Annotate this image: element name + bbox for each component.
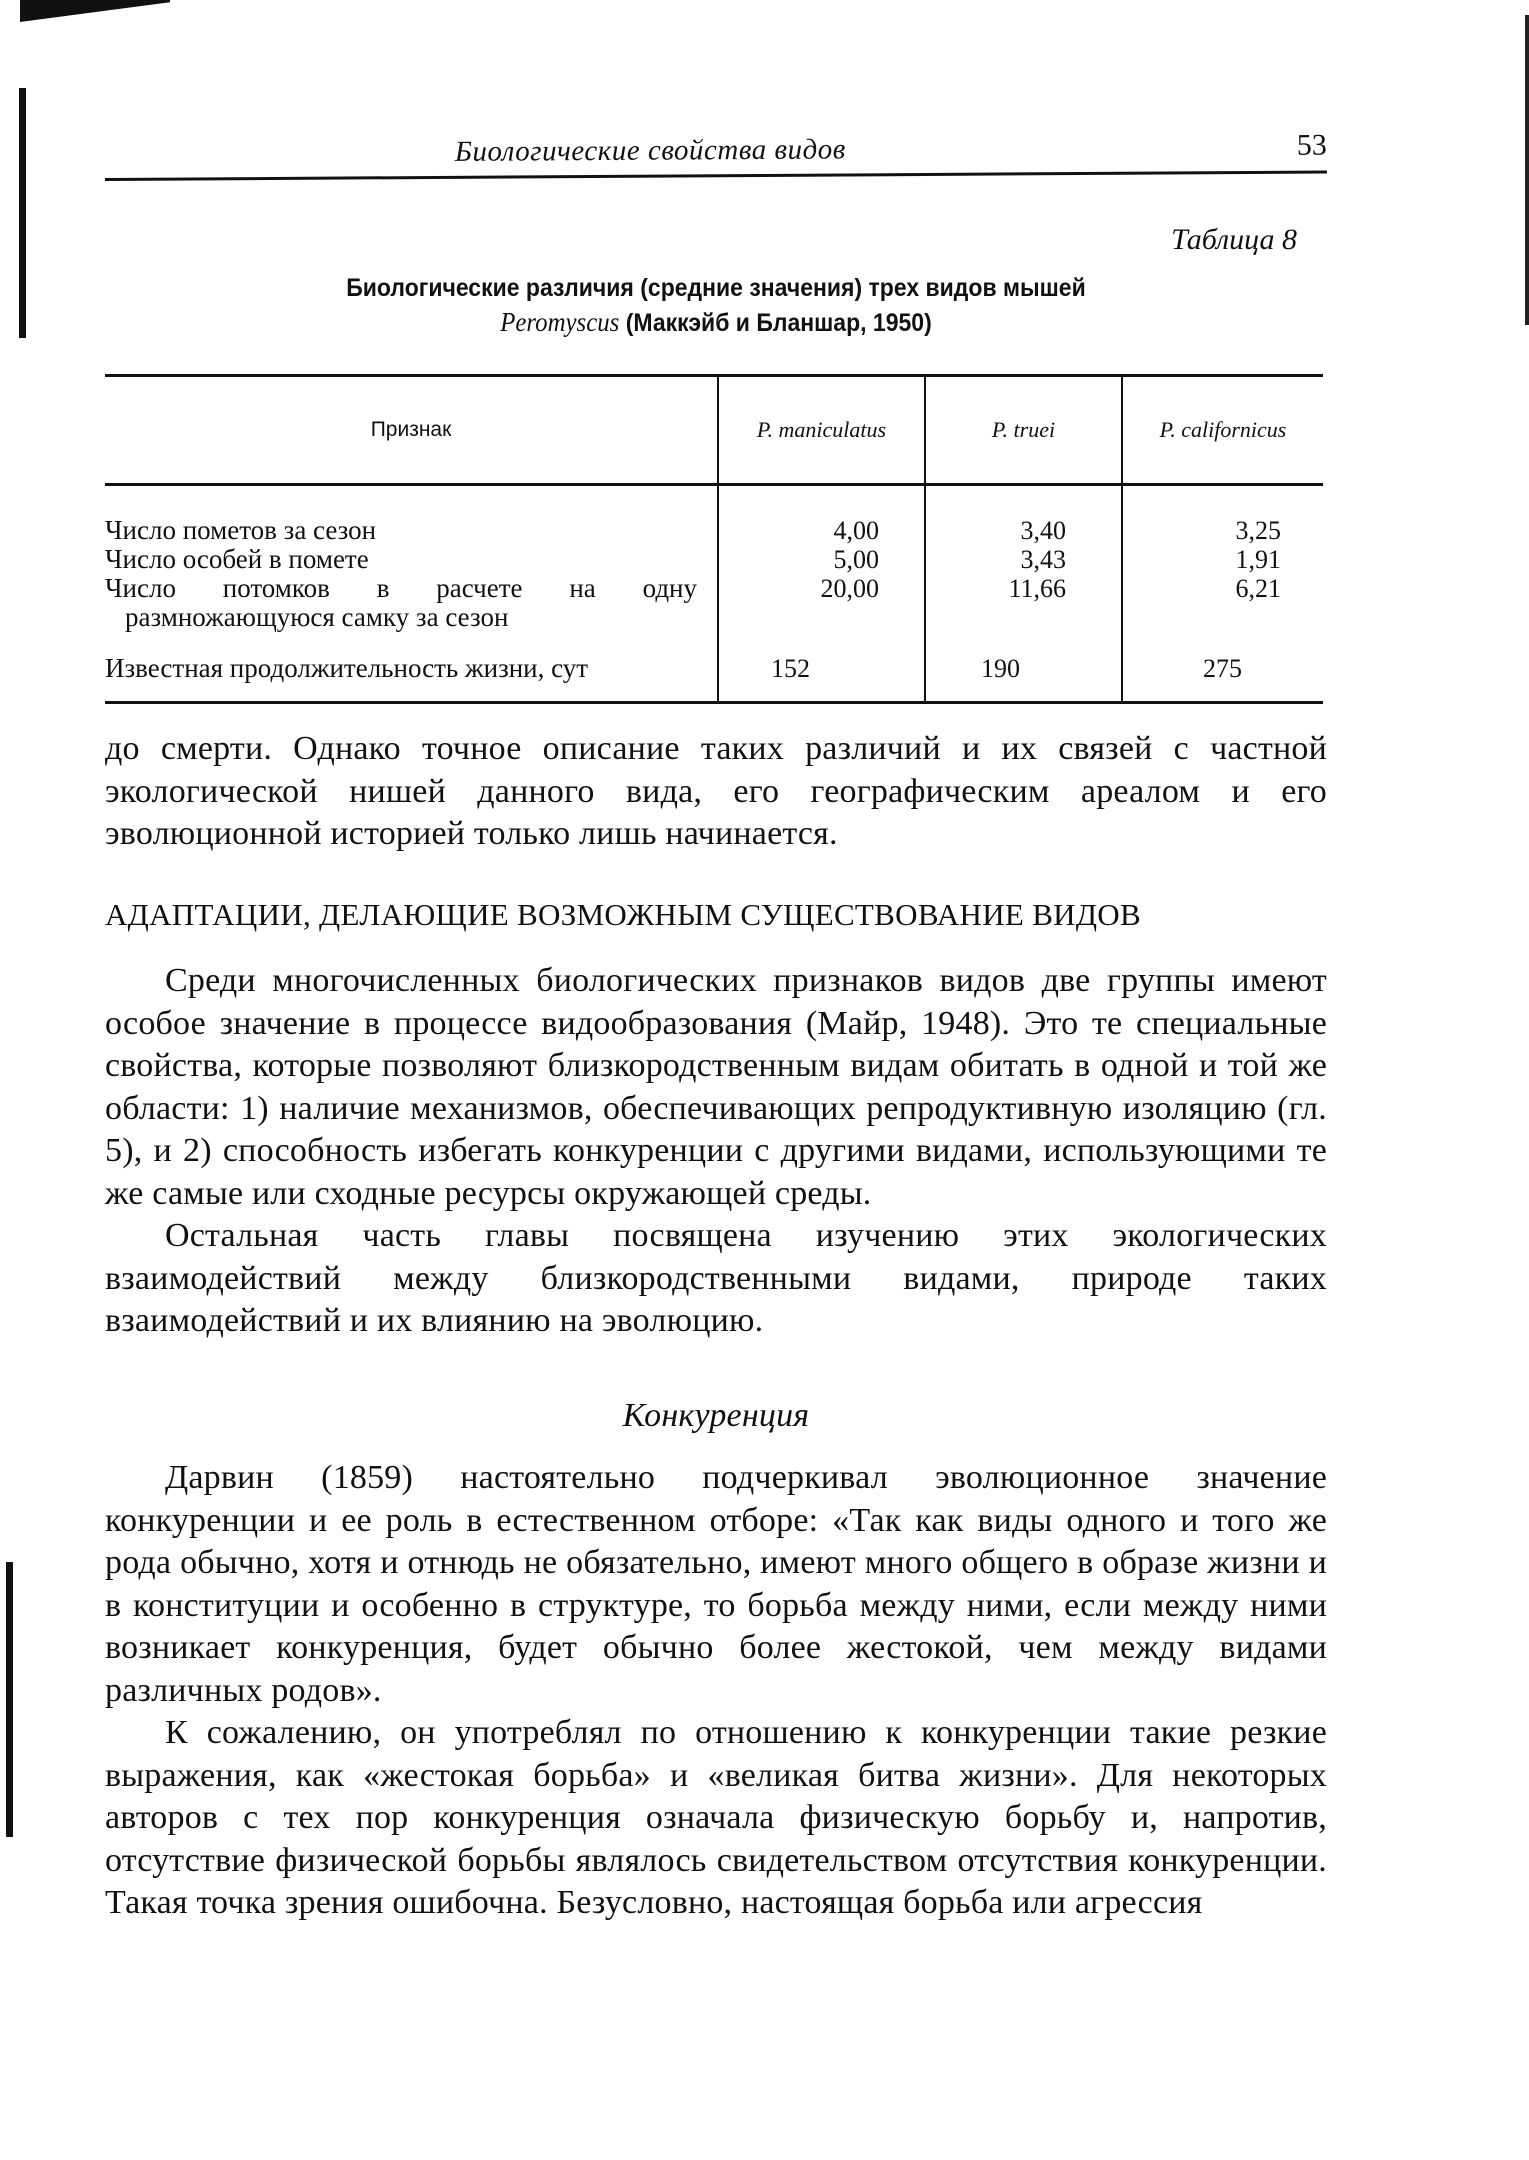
paragraph: Среди многочисленных биологических признаков видов две группы имеют особое значение в процессе видообразования (Майр, 1948). Это те специальные свойства, которые позволяют близкородственным видам обитать в одной и той же области: 1) наличие механизмов, обеспечивающих репродуктивную изоляцию (гл. 5), и 2) способность избегать конкуренции с другими видами, использующими те же самые или сходные ресурсы окружающей среды. — [105, 962, 1327, 1212]
table-label: Таблица 8 — [1171, 223, 1297, 256]
column-header-feature: Признак — [105, 376, 718, 485]
table-row — [105, 632, 1323, 703]
table-caption — [154, 271, 1278, 340]
table-cell: 6,21 — [1235, 574, 1281, 603]
table-cell: 3,40 — [1020, 516, 1066, 545]
scan-edge-artifact — [6, 1562, 13, 1837]
table-caption-genus: Peromyscus — [500, 307, 620, 337]
table-cell: 20,00 — [820, 574, 879, 603]
table-cell: 3,25 — [1235, 516, 1281, 545]
table-cell: 4,00 — [833, 516, 879, 545]
table-caption-line1: Биологические различия (средние значения) трех видов мышей — [346, 274, 1086, 302]
table-cell: 275 — [1122, 632, 1323, 703]
table-row — [105, 485, 1323, 633]
body-text — [105, 728, 1327, 1925]
table-cell: 152 — [718, 632, 925, 703]
running-title: Биологические свойства видов — [454, 133, 846, 168]
scan-edge-artifact — [1525, 15, 1529, 325]
row-label: Число особей в помете — [105, 544, 369, 574]
section-heading: АДАПТАЦИИ, ДЕЛАЮЩИЕ ВОЗМОЖНЫМ СУЩЕСТВОВАНИЕ ВИДОВ — [105, 896, 1141, 932]
column-header-truei: P. truei — [925, 376, 1122, 485]
column-header-maniculatus: P. maniculatus — [718, 376, 925, 485]
row-label: Число потомков в расчете на одну размножающуюся самку за сезон — [105, 573, 697, 632]
table-caption-source: (Маккэйб и Бланшар, 1950) — [625, 309, 932, 337]
running-head — [105, 123, 1327, 181]
species-comparison-table — [105, 374, 1323, 704]
table-caption-line2 — [154, 305, 1278, 340]
book-page — [105, 130, 1327, 1925]
scan-edge-artifact — [19, 88, 26, 338]
table-cell: 1,91 — [1235, 545, 1281, 574]
paragraph: Дарвин (1859) настоятельно подчеркивал эволюционное значение конкуренции и ее роль в естественном отборе: «Так как виды одного и того же рода обычно, хотя и отнюдь не обязательно, имеют много общего в образе жизни и в конституции и особенно в структуре, то борьба между ними, если между ними возникает конкуренция, будет обычно более жестокой, чем между видами различных родов». — [105, 1459, 1327, 1709]
subsection-heading: Конкуренция — [622, 1396, 810, 1434]
paragraph: К сожалению, он употреблял по отношению к конкуренции такие резкие выражения, как «жестокая борьба» и «великая битва жизни». Для некоторых авторов с тех пор конкуренция означала физическую борьбу и, напротив, отсутствие физической борьбы являлось свидетельством отсутствия конкуренции. Такая точка зрения ошибочна. Безусловно, настоящая борьба или агрессия — [105, 1714, 1327, 1921]
column-header-californicus: P. californicus — [1122, 376, 1323, 485]
scan-edge-artifact — [20, 0, 170, 22]
table-cell: 5,00 — [833, 545, 879, 574]
table-cell: 3,43 — [1020, 545, 1066, 574]
table-cell: 11,66 — [1008, 574, 1066, 603]
table-header-row — [105, 376, 1323, 485]
row-label: Известная продолжительность жизни, сут — [105, 653, 589, 683]
table-cell: 190 — [925, 632, 1122, 703]
row-label: Число пометов за сезон — [105, 515, 377, 545]
paragraph: Остальная часть главы посвящена изучению этих экологических взаимодействий между близкородственными видами, природе таких взаимодействий и их влиянию на эволюцию. — [105, 1217, 1327, 1339]
paragraph: до смерти. Однако точное описание таких различий и их связей с частной экологической нишей данного вида, его географическим ареалом и его эволюционной историей только лишь начинается. — [105, 730, 1327, 852]
page-number: 53 — [1296, 128, 1327, 162]
